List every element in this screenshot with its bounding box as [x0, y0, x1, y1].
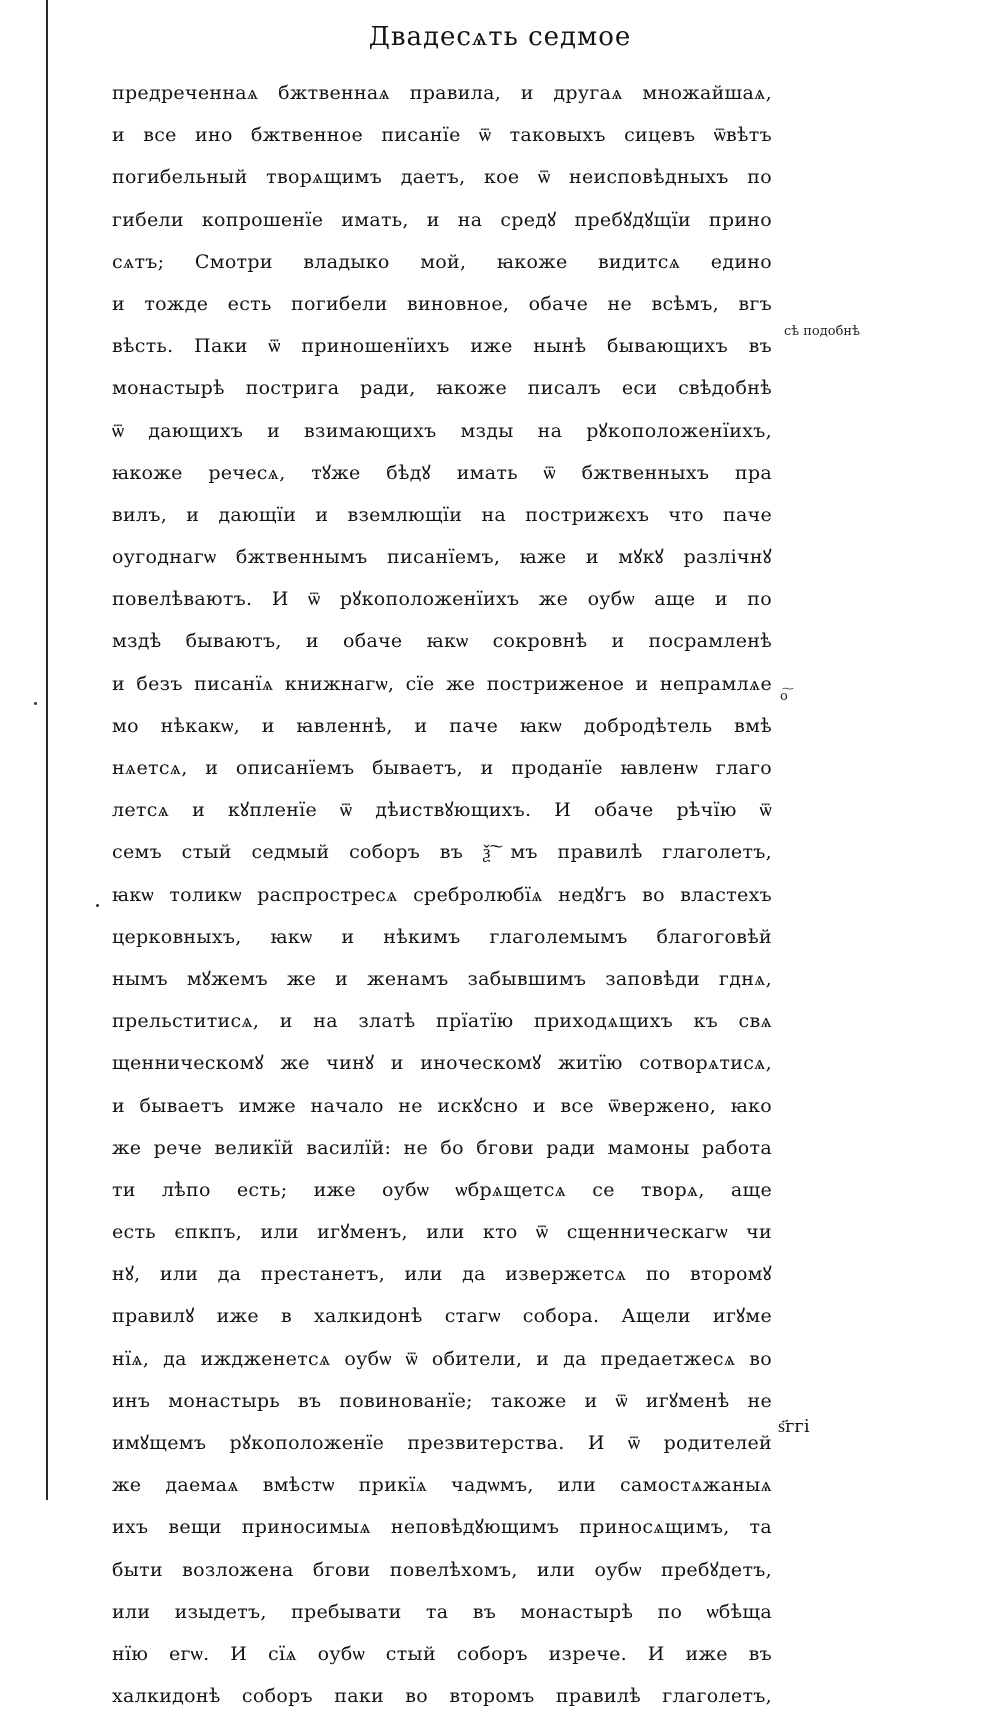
text-line: церковныхъ, ꙗкѡ и нѣкимъ глаголемымъ благоговѣй: [112, 925, 772, 948]
text-line: вѣсть. Паки ѿ приношенїихъ иже нынѣ бывающихъ въ: [112, 335, 772, 358]
text-line: нїю егѡ. И сїѧ оубѡ стый соборъ изрече. И иже въ: [112, 1642, 772, 1665]
text-line: есть єпкпъ, или игꙋменъ, или кто ѿ сщенническагѡ чи: [112, 1221, 772, 1244]
page-header: Двадесѧть седмое: [368, 22, 632, 52]
text-line: монастырѣ пострига ради, ꙗкоже писалъ еси свѣдобнѣ: [112, 377, 772, 400]
text-line: нꙋ, или да престанетъ, или да извержетсѧ по второмꙋ: [112, 1263, 772, 1286]
text-line: инъ монастырь въ повинованїе; такоже и ѿ игꙋменѣ не: [112, 1389, 772, 1412]
text-line: и бываетъ имже начало не искꙋсно и все ѿвержено, ꙗко: [112, 1094, 772, 1117]
text-line: ихъ вещи приносимыѧ неповѣдꙋющимъ приносѧщимъ, та: [112, 1516, 772, 1539]
body-text: [112, 72, 772, 1717]
text-line: же рече великїй василїй: не бо бгови ради мамоны работа: [112, 1136, 772, 1159]
text-line: ꙗкѡ толикѡ распростресѧ сребролюбїѧ недꙋгъ во властехъ: [112, 883, 772, 906]
text-line: гибели копрошенїе имать, и на средꙋ пребꙋдꙋщїи прино: [112, 208, 772, 231]
text-line: нымъ мꙋжемъ же и женамъ забывшимъ заповѣди гднѧ,: [112, 967, 772, 990]
text-line: и безъ писанїѧ книжнагѡ, сїе же постриженое и непрамлѧе: [112, 672, 772, 695]
text-line: щенническомꙋ же чинꙋ и иноческомꙋ житїю сотворѧтисѧ,: [112, 1052, 772, 1075]
text-line: мо нѣкакѡ, и ꙗвленнѣ, и паче ꙗкѡ добродѣтель вмѣ: [112, 714, 772, 737]
text-line: ти лѣпо есть; иже оубѡ ѡбрѧщетсѧ се творѧ, аще: [112, 1178, 772, 1201]
text-line: или изыдетъ, пребывати та въ монастырѣ по ѡбѣща: [112, 1600, 772, 1623]
signature-mark: ѕ҃ггі: [778, 1416, 810, 1437]
text-line: нїѧ, да иждженетсѧ оубѡ ѿ обители, и да предаетжесѧ во: [112, 1347, 772, 1370]
text-line: семъ стый седмый соборъ въ ѯ͠ мъ правилѣ глаголетъ,: [112, 841, 772, 864]
ink-speck: [34, 702, 37, 705]
text-line: мздѣ бываютъ, и обаче ꙗкѡ сокровнѣ и посрамленѣ: [112, 630, 772, 653]
text-line: сѧтъ; Смотри владыко мой, ꙗкоже видитсѧ едино: [112, 250, 772, 273]
text-line: и тожде есть погибели виновное, обаче не всѣмъ, вгъ: [112, 292, 772, 315]
text-line: повелѣваютъ. И ѿ рꙋкоположенїихъ же оубѡ аще и по: [112, 588, 772, 611]
text-line: прельститисѧ, и на златѣ прїатїю приходѧщихъ къ свѧ: [112, 1010, 772, 1033]
page-edge-rule: [46, 0, 48, 1500]
text-line: имꙋщемъ рꙋкоположенїе презвитерства. И ѿ родителей: [112, 1432, 772, 1454]
text-line: и все ино бжтвенное писанїе ѿ таковыхъ сицевъ ѿвѣтъ: [112, 124, 772, 147]
text-line: нѧетсѧ, и описанїемъ бываетъ, и проданїе ꙗвленѡ глаго: [112, 757, 772, 779]
text-line: предреченнаѧ бжтвеннаѧ правила, и другаѧ множайшаѧ,: [112, 82, 772, 104]
margin-note: сѣ подобнѣ: [784, 324, 860, 339]
text-line: оугоднагѡ бжтвеннымъ писанїемъ, ꙗже и мꙋкꙋ разлічнꙋ: [112, 546, 772, 569]
text-line: погибельный творѧщимъ даетъ, кое ѿ неисповѣдныхъ по: [112, 166, 772, 189]
text-line: летсѧ и кꙋпленїе ѿ дѣиствꙋющихъ. И обаче рѣчїю ѿ: [112, 799, 772, 822]
text-line: ꙗкоже речесѧ, тꙋже бѣдꙋ имать ѿ бжтвенныхъ пра: [112, 461, 772, 484]
text-line: халкидонѣ соборъ паки во второмъ правилѣ глаголетъ,: [112, 1685, 772, 1708]
text-line: вилъ, и дающїи и вземлющїи на пострижєхъ что паче: [112, 503, 772, 526]
text-line: ѿ дающихъ и взимающихъ мзды на рꙋкоположенїихъ,: [112, 419, 772, 442]
text-line: правилꙋ иже в халкидонѣ стагѡ собора. Ащели игꙋме: [112, 1305, 772, 1328]
margin-note: о͠: [780, 689, 788, 704]
ink-speck: [96, 904, 99, 907]
text-line: быти возложена бгови повелѣхомъ, или оубѡ пребꙋдетъ,: [112, 1558, 772, 1581]
text-line: же даемаѧ вмѣстѡ прикїѧ чадѡмъ, или самостѧжаныѧ: [112, 1474, 772, 1497]
